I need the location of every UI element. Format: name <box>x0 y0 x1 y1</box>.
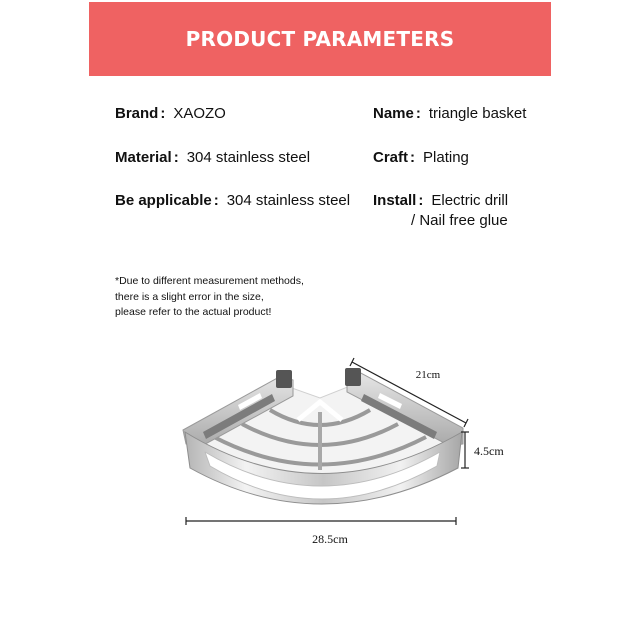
param-value: triangle basket <box>428 105 527 122</box>
banner-title: PRODUCT PARAMETERS <box>185 27 455 51</box>
depth-dimension-tick <box>464 419 468 427</box>
note-line: there is a slight error in the size, <box>115 290 264 303</box>
param-label: Brand <box>115 105 159 122</box>
right-mount-bracket <box>345 368 361 386</box>
height-dimension-label: 4.5cm <box>474 444 504 458</box>
param-label: Be applicable <box>115 192 212 209</box>
param-label: Material <box>115 149 172 166</box>
param-separator: : <box>415 105 421 122</box>
param-name <box>373 105 526 123</box>
param-install-line2 <box>411 212 508 230</box>
param-material <box>115 149 310 167</box>
param-value: Plating <box>423 149 469 166</box>
width-dimension-label: 28.5cm <box>312 532 348 546</box>
param-install <box>373 192 508 210</box>
depth-dimension-label: 21cm <box>415 369 441 381</box>
depth-dimension-tick <box>350 358 354 366</box>
param-separator: : <box>160 105 166 122</box>
param-label: Name <box>373 105 414 122</box>
note-line: *Due to different measurement methods, <box>115 275 304 287</box>
param-applicable <box>115 192 350 210</box>
param-value: 304 stainless steel <box>226 192 351 209</box>
param-craft <box>373 149 469 167</box>
param-separator: : <box>410 149 416 166</box>
product-figure <box>0 340 640 560</box>
param-separator: : <box>213 192 219 209</box>
measurement-note <box>115 274 304 321</box>
left-mount-bracket <box>276 370 292 388</box>
param-label: Craft <box>373 149 409 166</box>
param-separator: : <box>418 192 424 209</box>
title-banner <box>89 2 551 76</box>
param-brand <box>115 105 226 123</box>
param-value: 304 stainless steel <box>186 149 311 166</box>
param-separator: : <box>173 149 179 166</box>
note-line: please refer to the actual product! <box>115 306 272 318</box>
param-label: Install <box>373 192 417 209</box>
param-value: / Nail free glue <box>411 212 508 229</box>
param-value: Electric drill <box>431 192 509 209</box>
param-value: XAOZO <box>173 105 226 122</box>
